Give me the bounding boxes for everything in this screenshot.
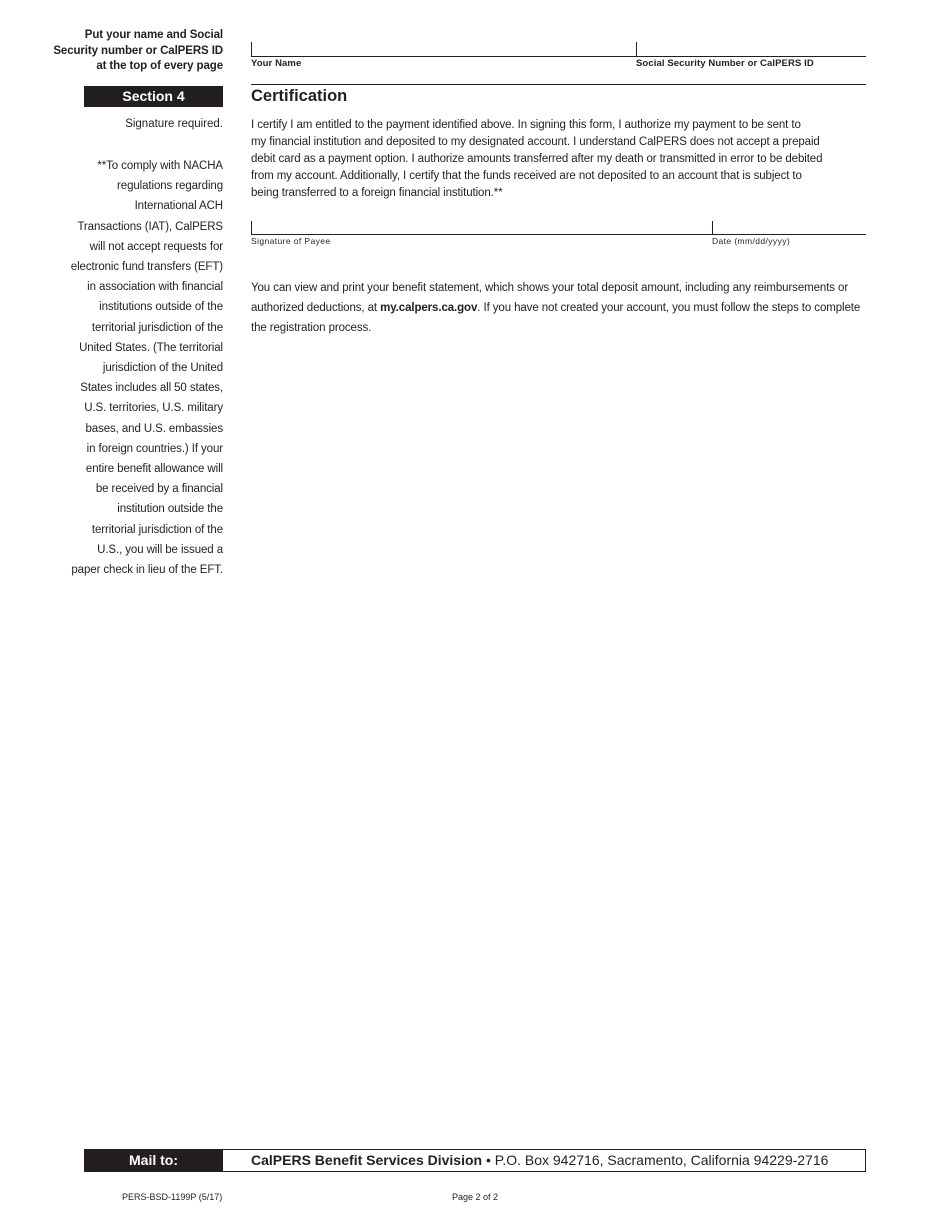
nacha-line: **To comply with NACHA (97, 160, 223, 172)
header-instruction (40, 28, 223, 75)
nacha-line: territorial jurisdiction of the (91, 523, 223, 536)
statement-text-after: . If you have not created your account, you must follow the steps to complete the registration process. (251, 302, 861, 335)
certification-line: I certify I am entitled to the payment identified above. In signing this form, I authorize my payment to be sent to (251, 119, 801, 131)
mail-street-address: P.O. Box 942716, Sacramento, California 94229-2716 (494, 1152, 829, 1168)
nacha-line: U.S., you will be issued a (97, 543, 223, 556)
mail-org: CalPERS Benefit Services Division (251, 1152, 483, 1168)
nacha-line: electronic fund transfers (EFT) (70, 261, 223, 274)
nacha-line: territorial jurisdiction of the (91, 321, 223, 334)
certification-line: from my account. Additionally, I certify that the funds received are not deposited to an account that is subject to (251, 170, 802, 182)
section-divider (251, 84, 866, 85)
nacha-line: regulations regarding (117, 180, 223, 193)
certification-line: being transferred to a foreign financial institution.** (251, 187, 503, 199)
name-field-label: Your Name (251, 58, 302, 69)
certification-title: Certification (251, 87, 348, 105)
ssn-field-label: Social Security Number or CalPERS ID (636, 58, 814, 69)
ssn-field[interactable] (638, 41, 864, 56)
instruction-line: at the top of every page (96, 60, 223, 72)
signature-field[interactable] (253, 220, 708, 234)
signature-underline (251, 234, 866, 235)
form-id: PERS-BSD-1199P (5/17) (122, 1192, 223, 1202)
date-field-tick (712, 221, 713, 234)
statement-text-before: You can view and print your benefit statement, which shows your total deposit amount, including any reimbursements or authorized deductions, at (251, 282, 849, 315)
nacha-line: entire benefit allowance will (85, 463, 223, 476)
certification-line: my financial institution and deposited to my designated account. I understand CalPERS does not accept a prepaid (251, 136, 820, 148)
mail-separator: • (482, 1152, 495, 1168)
nacha-line: in foreign countries.) If your (86, 442, 223, 455)
nacha-line: institutions outside of the (99, 301, 223, 314)
nacha-line: will not accept requests for (89, 240, 223, 253)
nacha-line: be received by a financial (95, 483, 223, 496)
instruction-line: Security number or CalPERS ID (53, 44, 223, 57)
date-field[interactable] (714, 220, 864, 234)
date-label: Date (mm/dd/yyyy) (712, 236, 791, 246)
name-field[interactable] (253, 41, 633, 56)
mail-to-label: Mail to: (84, 1149, 223, 1172)
nacha-line: International ACH (134, 200, 223, 213)
nacha-line: United States. (The territorial (79, 341, 223, 354)
nacha-line: jurisdiction of the United (102, 362, 223, 375)
nacha-line: U.S. territories, U.S. military (84, 402, 223, 415)
nacha-line: in association with financial (87, 281, 223, 294)
nacha-line: bases, and U.S. embassies (85, 422, 223, 435)
statement-text (251, 278, 861, 339)
section-label: Section 4 (84, 86, 223, 107)
nacha-line: States includes all 50 states, (80, 382, 223, 395)
instruction-line: Put your name and Social (84, 29, 223, 41)
signature-required-note: Signature required. (125, 118, 223, 130)
ssn-field-tick (636, 42, 637, 56)
signature-label: Signature of Payee (251, 236, 331, 246)
nacha-line: institution outside the (117, 503, 223, 516)
name-field-underline (251, 56, 866, 57)
certification-text (251, 117, 851, 202)
nacha-note (40, 156, 223, 580)
name-field-tick (251, 42, 252, 56)
page-number: Page 2 of 2 (452, 1192, 499, 1202)
nacha-line: Transactions (IAT), CalPERS (77, 220, 223, 233)
nacha-line: paper check in lieu of the EFT. (71, 564, 223, 577)
mail-to-address (251, 1149, 828, 1172)
signature-field-tick (251, 221, 252, 234)
calpers-link[interactable]: my.calpers.ca.gov (380, 302, 478, 315)
certification-line: debit card as a payment option. I authorize amounts transferred after my death or transmitted in error to be debited (251, 153, 823, 165)
